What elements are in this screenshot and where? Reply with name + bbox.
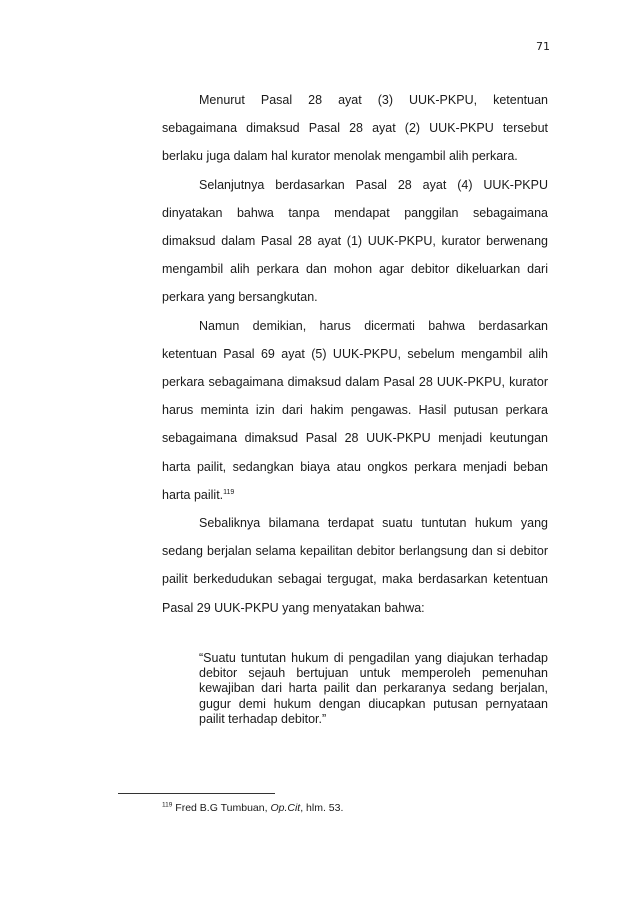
page-number: 71 [536,40,550,53]
body-text [162,86,548,622]
footnote-number: 119 [162,801,173,809]
footnote-reference[interactable]: 119 [223,488,235,496]
block-quote [199,651,548,727]
footnote-work: Op.Cit [270,802,301,814]
paragraph-4: Sebaliknya bilamana terdapat suatu tuntutan hukum yang sedang berjalan selama kepailitan debitor berlangsung dan si debitor pailit berkedudukan sebagai tergugat, maka berdasarkan ketentuan Pasal 29 UUK-PKPU yang menyatakan bahwa: [162,516,548,615]
quote-text: “Suatu tuntutan hukum di pengadilan yang diajukan terhadap debitor sejauh bertujuan untuk memperoleh pemenuhan kewajiban dari harta pailit dan perkaranya sedang berjalan, gugur demi hukum dengan diucapkan putusan pernyataan pailit terhadap debitor.” [199,651,548,726]
footnote-separator [118,793,275,794]
footnote-author: Fred B.G Tumbuan, [175,802,271,814]
paragraph-3 [162,312,548,509]
footnote-rest: , hlm. 53. [300,802,344,814]
footnote [162,801,542,815]
paragraph-2: Selanjutnya berdasarkan Pasal 28 ayat (4) UUK-PKPU dinyatakan bahwa tanpa mendapat panggilan sebagaimana dimaksud dalam Pasal 28 ayat (1) UUK-PKPU, kurator berwenang mengambil alih perkara dan mohon agar debitor dikeluarkan dari perkara yang bersangkutan. [162,177,548,305]
paragraph-3-text: Namun demikian, harus dicermati bahwa berdasarkan ketentuan Pasal 69 ayat (5) UUK-PKPU, sebelum mengambil alih perkara sebagaimana dimaksud dalam Pasal 28 UUK-PKPU, kurator harus meminta izin dari hakim pengawas. Hasil putusan perkara sebagaimana dimaksud Pasal 28 UUK-PKPU menjadi keutungan harta pailit, sedangkan biaya atau ongkos perkara menjadi beban harta pailit. [162,318,548,502]
paragraph-1: Menurut Pasal 28 ayat (3) UUK-PKPU, ketentuan sebagaimana dimaksud Pasal 28 ayat (2) UUK-PKPU tersebut berlaku juga dalam hal kurator menolak mengambil alih perkara. [162,93,548,164]
